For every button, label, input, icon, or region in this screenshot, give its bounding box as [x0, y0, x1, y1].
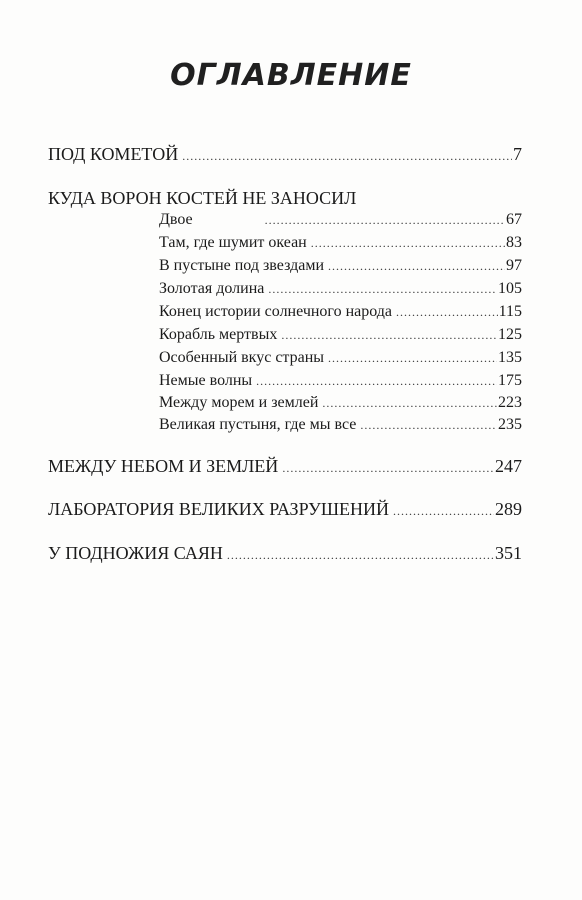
toc-section-heading: КУДА ВОРОН КОСТЕЙ НЕ ЗАНОСИЛ [48, 188, 357, 208]
toc-subentry [159, 302, 522, 322]
leader-dots [281, 325, 497, 345]
toc-entry [48, 498, 522, 522]
entry-title: Там, где шумит океан [159, 234, 307, 251]
toc-subentry [159, 325, 522, 345]
entry-title: Между морем и землей [159, 394, 319, 411]
toc-subentry [159, 256, 522, 276]
entry-page-number: 97 [506, 257, 522, 274]
toc-subentry [159, 371, 522, 391]
entry-title: Особенный вкус страны [159, 349, 325, 366]
toc-subentry [159, 393, 522, 413]
leader-dots [256, 371, 497, 391]
entry-page-number: 289 [495, 499, 522, 519]
toc-entry [48, 455, 522, 479]
entry-page-number: 135 [498, 349, 522, 366]
entry-page-number: 223 [498, 394, 522, 411]
page-title: ОГЛАВЛЕНИЕ [170, 58, 412, 93]
entry-title: ЛАБОРАТОРИЯ ВЕЛИКИХ РАЗРУШЕНИЙ [48, 499, 390, 519]
entry-page-number: 175 [498, 372, 522, 389]
leader-dots [393, 500, 494, 522]
entry-page-number: 351 [495, 543, 522, 563]
entry-title: Великая пустыня, где мы все [159, 416, 357, 433]
leader-dots [311, 233, 505, 253]
toc-subentry [159, 348, 522, 368]
entry-page-number: 115 [498, 303, 522, 320]
leader-dots [227, 544, 494, 566]
entry-title: У ПОДНОЖИЯ САЯН [48, 543, 223, 563]
entry-page-number: 7 [513, 144, 522, 164]
toc-entry [48, 143, 522, 167]
entry-title: ПОД КОМЕТОЙ [48, 144, 179, 164]
entry-page-number: 67 [506, 211, 522, 228]
leader-dots [282, 457, 494, 479]
entry-page-number: 125 [498, 326, 522, 343]
leader-dots [268, 279, 497, 299]
entry-page-number: 105 [498, 280, 522, 297]
leader-dots [396, 302, 498, 322]
entry-page-number: 83 [506, 234, 522, 251]
entry-title: Золотая долина [159, 280, 265, 297]
entry-page-number: 247 [495, 456, 522, 476]
toc-subentry [159, 233, 522, 253]
leader-dots [360, 415, 497, 435]
leader-dots [322, 393, 497, 413]
toc-entry [48, 542, 522, 566]
toc-subentry [159, 279, 522, 299]
leader-dots [182, 145, 512, 167]
leader-dots [265, 210, 505, 230]
entry-title: Немые волны [159, 372, 253, 389]
entry-title: МЕЖДУ НЕБОМ И ЗЕМЛЕЙ [48, 456, 279, 476]
toc-subentry [159, 210, 522, 230]
entry-page-number: 235 [498, 416, 522, 433]
toc-subentry [159, 415, 522, 435]
table-of-contents [48, 0, 522, 900]
leader-dots [328, 348, 497, 368]
entry-title: В пустыне под звездами [159, 257, 325, 274]
entry-title: Конец истории солнечного народа [159, 303, 393, 320]
entry-title: Двое [159, 211, 193, 228]
entry-title: Корабль мертвых [159, 326, 278, 343]
leader-dots [328, 256, 505, 276]
